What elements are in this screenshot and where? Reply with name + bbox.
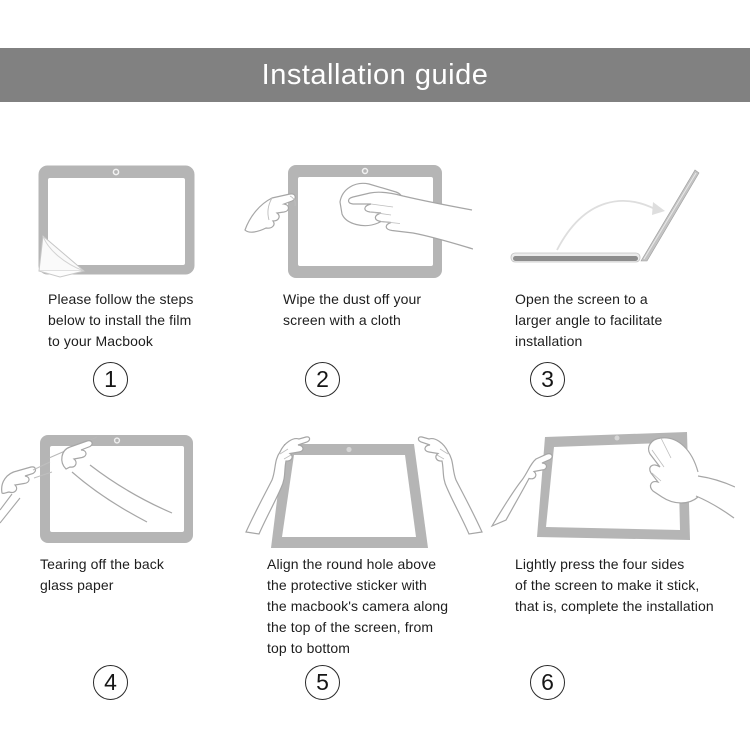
caption-line: Tearing off the back: [40, 556, 164, 572]
step-2-number-badge: 2: [305, 362, 340, 397]
caption-line: below to install the film: [48, 312, 192, 328]
caption-line: that is, complete the installation: [515, 598, 714, 614]
laptop-opened-wide-angle-icon: [505, 162, 700, 270]
step-3-caption: [515, 289, 662, 352]
caption-line: screen with a cloth: [283, 312, 401, 328]
caption-line: the top of the screen, from: [267, 619, 434, 635]
step-1-number-badge: 1: [93, 362, 128, 397]
caption-line: larger angle to facilitate: [515, 312, 663, 328]
caption-line: Please follow the steps: [48, 291, 194, 307]
caption-line: Lightly press the four sides: [515, 556, 685, 572]
caption-line: Open the screen to a: [515, 291, 648, 307]
header-banner: [0, 48, 750, 102]
caption-line: of the screen to make it stick,: [515, 577, 700, 593]
step-3-number-badge: 3: [530, 362, 565, 397]
page-title: Installation guide: [261, 58, 489, 91]
step-4-caption: [40, 554, 164, 596]
hands-tearing-back-paper-icon: [0, 432, 240, 550]
caption-line: Wipe the dust off your: [283, 291, 422, 307]
caption-line: the protective sticker with: [267, 577, 427, 593]
step-6-caption: [515, 554, 714, 617]
step-1-caption: [48, 289, 194, 352]
step-5-caption: [267, 554, 448, 659]
step-6-number-badge: 6: [530, 665, 565, 700]
caption-line: glass paper: [40, 577, 114, 593]
step-5-number-badge: 5: [305, 665, 340, 700]
caption-line: top to bottom: [267, 640, 351, 656]
hands-wiping-screen-with-cloth-icon: [240, 160, 473, 285]
step-2-caption: [283, 289, 421, 331]
caption-line: installation: [515, 333, 583, 349]
film-peeling-corner-icon: [38, 165, 195, 279]
hands-pressing-screen-sides-icon: [490, 428, 735, 548]
caption-line: the macbook's camera along: [267, 598, 449, 614]
two-hands-aligning-film-icon: [240, 428, 488, 560]
step-4-number-badge: 4: [93, 665, 128, 700]
caption-line: to your Macbook: [48, 333, 153, 349]
caption-line: Align the round hole above: [267, 556, 437, 572]
